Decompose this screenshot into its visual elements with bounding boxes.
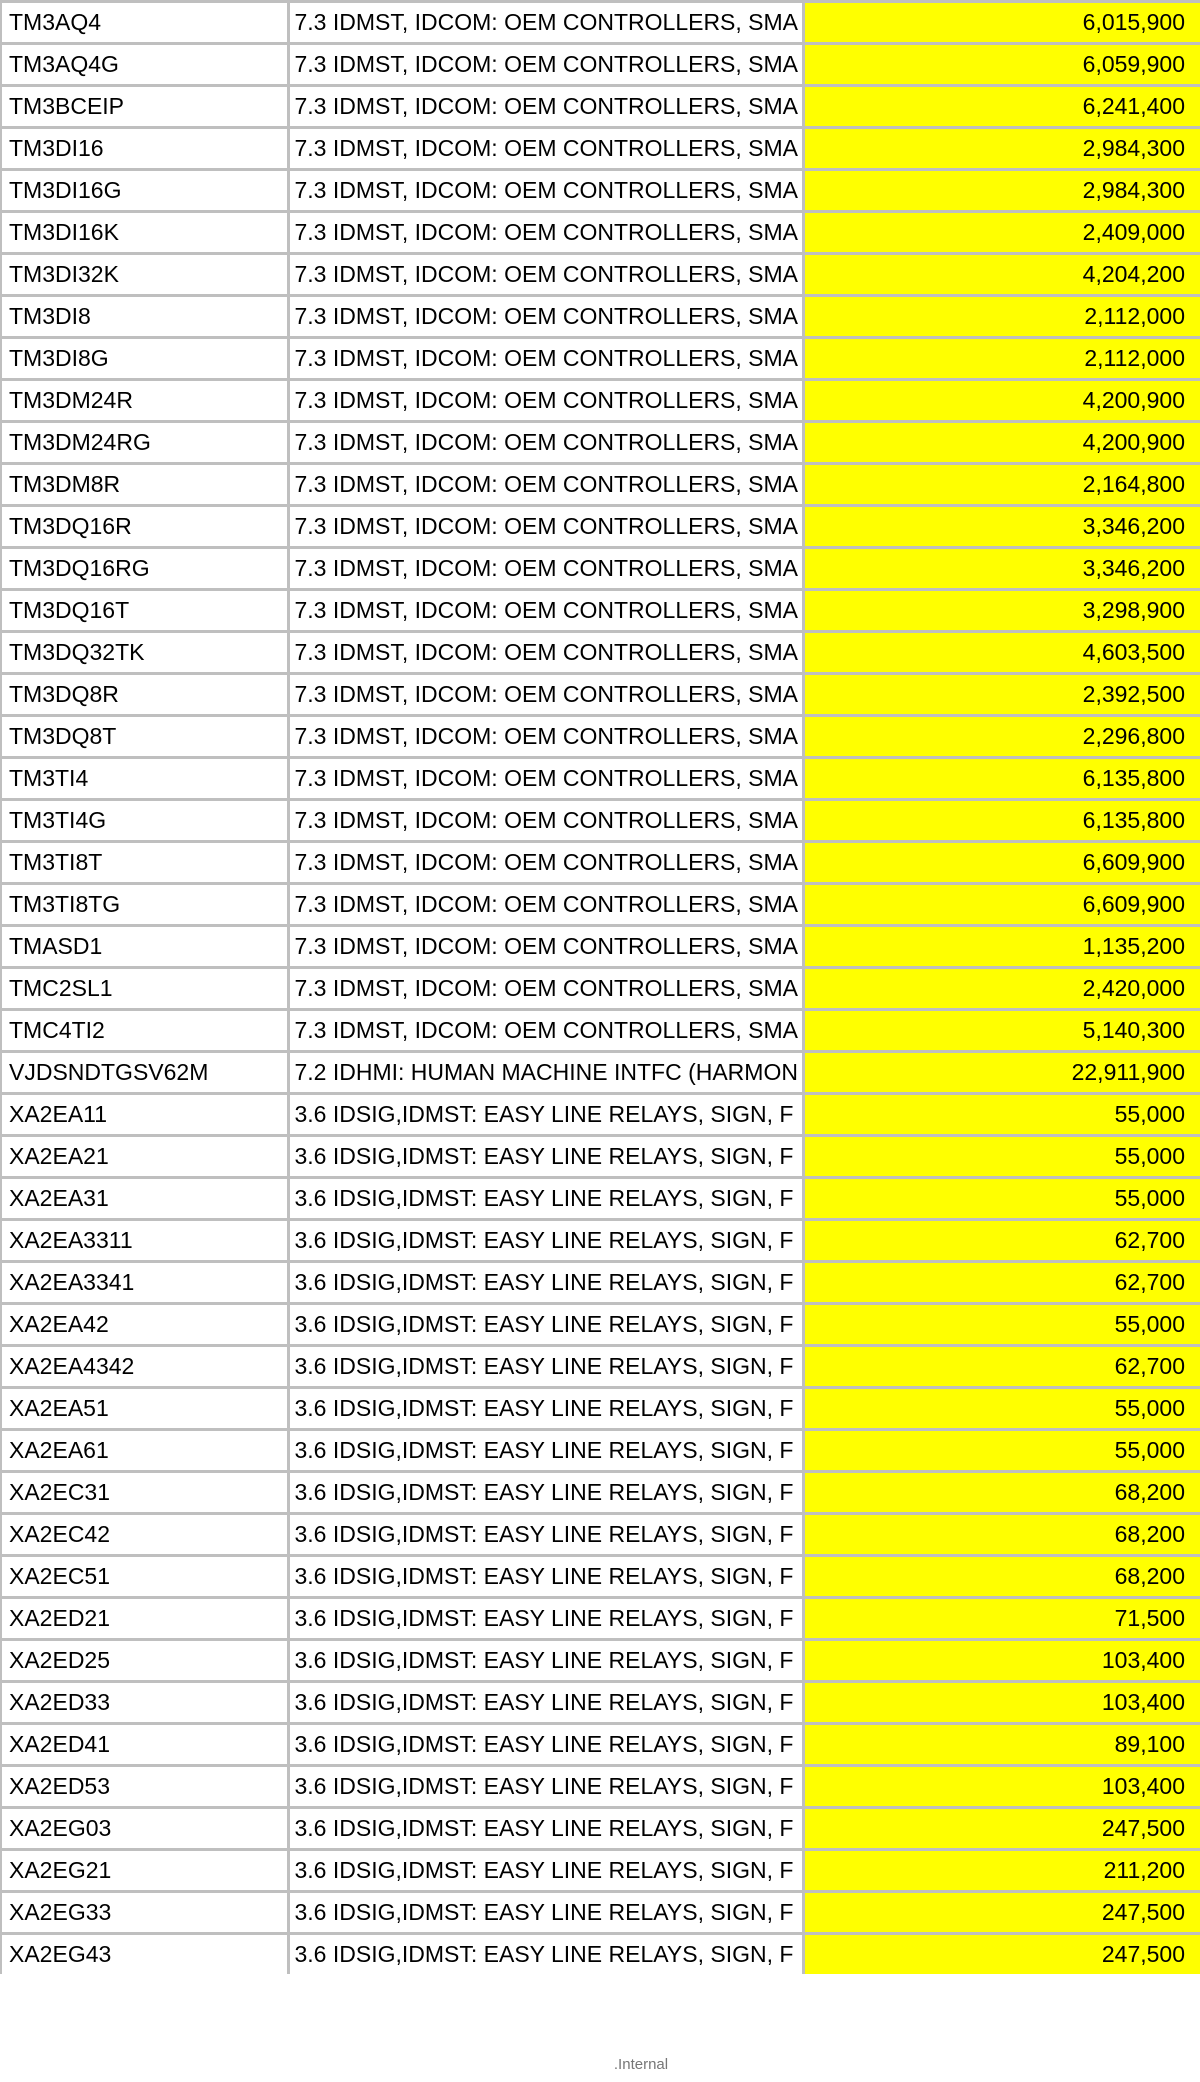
table-row[interactable] <box>1 1808 1200 1850</box>
cell-item-description[interactable]: 3.6 IDSIG,IDMST: EASY LINE RELAYS, SIGN, F <box>288 1094 803 1136</box>
table-row[interactable] <box>1 590 1200 632</box>
cell-item-code[interactable]: TM3TI8TG <box>1 884 288 926</box>
cell-item-price[interactable]: 55,000 <box>803 1136 1200 1178</box>
cell-item-description[interactable]: 3.6 IDSIG,IDMST: EASY LINE RELAYS, SIGN, F <box>288 1724 803 1766</box>
cell-item-code[interactable]: TM3DI32K <box>1 254 288 296</box>
table-row[interactable] <box>1 1346 1200 1388</box>
cell-item-price[interactable]: 4,603,500 <box>803 632 1200 674</box>
cell-item-code[interactable]: XA2EG33 <box>1 1892 288 1934</box>
table-row[interactable] <box>1 464 1200 506</box>
cell-item-code[interactable]: XA2EA61 <box>1 1430 288 1472</box>
cell-item-description[interactable]: 7.3 IDMST, IDCOM: OEM CONTROLLERS, SMA <box>288 128 803 170</box>
cell-item-code[interactable]: TMC2SL1 <box>1 968 288 1010</box>
cell-item-description[interactable]: 7.3 IDMST, IDCOM: OEM CONTROLLERS, SMA <box>288 296 803 338</box>
cell-item-code[interactable]: TM3DI16K <box>1 212 288 254</box>
cell-item-price[interactable]: 4,200,900 <box>803 422 1200 464</box>
cell-item-price[interactable]: 6,241,400 <box>803 86 1200 128</box>
cell-item-price[interactable]: 55,000 <box>803 1178 1200 1220</box>
cell-item-code[interactable]: XA2ED33 <box>1 1682 288 1724</box>
table-row[interactable] <box>1 632 1200 674</box>
cell-item-price[interactable]: 2,296,800 <box>803 716 1200 758</box>
cell-item-code[interactable]: TM3DQ16T <box>1 590 288 632</box>
cell-item-price[interactable]: 6,135,800 <box>803 800 1200 842</box>
table-row[interactable] <box>1 1640 1200 1682</box>
cell-item-price[interactable]: 103,400 <box>803 1766 1200 1808</box>
table-row[interactable] <box>1 1514 1200 1556</box>
cell-item-code[interactable]: TM3TI8T <box>1 842 288 884</box>
table-row[interactable] <box>1 170 1200 212</box>
cell-item-price[interactable]: 2,164,800 <box>803 464 1200 506</box>
cell-item-description[interactable]: 7.3 IDMST, IDCOM: OEM CONTROLLERS, SMA <box>288 632 803 674</box>
table-row[interactable] <box>1 1850 1200 1892</box>
cell-item-description[interactable]: 7.3 IDMST, IDCOM: OEM CONTROLLERS, SMA <box>288 884 803 926</box>
cell-item-code[interactable]: TM3AQ4G <box>1 44 288 86</box>
cell-item-description[interactable]: 3.6 IDSIG,IDMST: EASY LINE RELAYS, SIGN, F <box>288 1850 803 1892</box>
cell-item-price[interactable]: 89,100 <box>803 1724 1200 1766</box>
cell-item-price[interactable]: 103,400 <box>803 1640 1200 1682</box>
cell-item-description[interactable]: 7.3 IDMST, IDCOM: OEM CONTROLLERS, SMA <box>288 380 803 422</box>
cell-item-code[interactable]: TM3TI4G <box>1 800 288 842</box>
cell-item-code[interactable]: TM3DI16 <box>1 128 288 170</box>
cell-item-price[interactable]: 2,392,500 <box>803 674 1200 716</box>
cell-item-description[interactable]: 7.2 IDHMI: HUMAN MACHINE INTFC (HARMON <box>288 1052 803 1094</box>
cell-item-code[interactable]: TM3DQ16R <box>1 506 288 548</box>
cell-item-description[interactable]: 3.6 IDSIG,IDMST: EASY LINE RELAYS, SIGN, F <box>288 1598 803 1640</box>
table-row[interactable] <box>1 1430 1200 1472</box>
cell-item-price[interactable]: 103,400 <box>803 1682 1200 1724</box>
cell-item-code[interactable]: XA2EA42 <box>1 1304 288 1346</box>
table-row[interactable] <box>1 800 1200 842</box>
cell-item-price[interactable]: 5,140,300 <box>803 1010 1200 1052</box>
cell-item-description[interactable]: 3.6 IDSIG,IDMST: EASY LINE RELAYS, SIGN, F <box>288 1178 803 1220</box>
cell-item-price[interactable]: 55,000 <box>803 1094 1200 1136</box>
cell-item-description[interactable]: 3.6 IDSIG,IDMST: EASY LINE RELAYS, SIGN, F <box>288 1808 803 1850</box>
cell-item-price[interactable]: 62,700 <box>803 1220 1200 1262</box>
cell-item-code[interactable]: TM3DQ8T <box>1 716 288 758</box>
cell-item-description[interactable]: 3.6 IDSIG,IDMST: EASY LINE RELAYS, SIGN, F <box>288 1388 803 1430</box>
table-row[interactable] <box>1 1682 1200 1724</box>
cell-item-code[interactable]: XA2EC51 <box>1 1556 288 1598</box>
cell-item-description[interactable]: 7.3 IDMST, IDCOM: OEM CONTROLLERS, SMA <box>288 842 803 884</box>
cell-item-code[interactable]: XA2EA11 <box>1 1094 288 1136</box>
cell-item-description[interactable]: 7.3 IDMST, IDCOM: OEM CONTROLLERS, SMA <box>288 1010 803 1052</box>
cell-item-price[interactable]: 211,200 <box>803 1850 1200 1892</box>
cell-item-price[interactable]: 55,000 <box>803 1430 1200 1472</box>
cell-item-price[interactable]: 4,204,200 <box>803 254 1200 296</box>
table-row[interactable] <box>1 296 1200 338</box>
table-row[interactable] <box>1 506 1200 548</box>
cell-item-code[interactable]: TM3DI16G <box>1 170 288 212</box>
cell-item-description[interactable]: 3.6 IDSIG,IDMST: EASY LINE RELAYS, SIGN, F <box>288 1934 803 1975</box>
cell-item-description[interactable]: 3.6 IDSIG,IDMST: EASY LINE RELAYS, SIGN, F <box>288 1640 803 1682</box>
cell-item-code[interactable]: XA2EA31 <box>1 1178 288 1220</box>
cell-item-price[interactable]: 6,059,900 <box>803 44 1200 86</box>
cell-item-price[interactable]: 6,015,900 <box>803 2 1200 44</box>
table-row[interactable] <box>1 1472 1200 1514</box>
cell-item-code[interactable]: XA2EC31 <box>1 1472 288 1514</box>
cell-item-description[interactable]: 7.3 IDMST, IDCOM: OEM CONTROLLERS, SMA <box>288 44 803 86</box>
cell-item-code[interactable]: VJDSNDTGSV62M <box>1 1052 288 1094</box>
table-row[interactable] <box>1 254 1200 296</box>
table-row[interactable] <box>1 1136 1200 1178</box>
table-row[interactable] <box>1 884 1200 926</box>
table-row[interactable] <box>1 1010 1200 1052</box>
table-row[interactable] <box>1 2 1200 44</box>
cell-item-price[interactable]: 247,500 <box>803 1892 1200 1934</box>
cell-item-description[interactable]: 7.3 IDMST, IDCOM: OEM CONTROLLERS, SMA <box>288 2 803 44</box>
cell-item-price[interactable]: 55,000 <box>803 1388 1200 1430</box>
cell-item-price[interactable]: 2,984,300 <box>803 170 1200 212</box>
table-row[interactable] <box>1 1724 1200 1766</box>
table-row[interactable] <box>1 338 1200 380</box>
cell-item-price[interactable]: 2,112,000 <box>803 338 1200 380</box>
cell-item-code[interactable]: XA2EA51 <box>1 1388 288 1430</box>
cell-item-price[interactable]: 3,346,200 <box>803 506 1200 548</box>
cell-item-description[interactable]: 3.6 IDSIG,IDMST: EASY LINE RELAYS, SIGN, F <box>288 1220 803 1262</box>
cell-item-description[interactable]: 7.3 IDMST, IDCOM: OEM CONTROLLERS, SMA <box>288 506 803 548</box>
cell-item-code[interactable]: TM3DQ16RG <box>1 548 288 590</box>
table-row[interactable] <box>1 44 1200 86</box>
classification-label: .Internal <box>613 2056 669 2073</box>
cell-item-description[interactable]: 7.3 IDMST, IDCOM: OEM CONTROLLERS, SMA <box>288 968 803 1010</box>
cell-item-description[interactable]: 7.3 IDMST, IDCOM: OEM CONTROLLERS, SMA <box>288 926 803 968</box>
cell-item-code[interactable]: XA2EA3341 <box>1 1262 288 1304</box>
cell-item-code[interactable]: XA2ED25 <box>1 1640 288 1682</box>
cell-item-price[interactable]: 6,609,900 <box>803 884 1200 926</box>
cell-item-code[interactable]: XA2EA4342 <box>1 1346 288 1388</box>
cell-item-description[interactable]: 3.6 IDSIG,IDMST: EASY LINE RELAYS, SIGN, F <box>288 1430 803 1472</box>
cell-item-description[interactable]: 7.3 IDMST, IDCOM: OEM CONTROLLERS, SMA <box>288 716 803 758</box>
cell-item-code[interactable]: TMC4TI2 <box>1 1010 288 1052</box>
table-row[interactable] <box>1 1892 1200 1934</box>
cell-item-description[interactable]: 7.3 IDMST, IDCOM: OEM CONTROLLERS, SMA <box>288 212 803 254</box>
cell-item-description[interactable]: 7.3 IDMST, IDCOM: OEM CONTROLLERS, SMA <box>288 548 803 590</box>
table-row[interactable] <box>1 86 1200 128</box>
cell-item-price[interactable]: 2,112,000 <box>803 296 1200 338</box>
table-row[interactable] <box>1 716 1200 758</box>
cell-item-code[interactable]: TM3DM24RG <box>1 422 288 464</box>
table-row[interactable] <box>1 842 1200 884</box>
table-row[interactable] <box>1 1598 1200 1640</box>
cell-item-code[interactable]: XA2EA21 <box>1 1136 288 1178</box>
table-row[interactable] <box>1 674 1200 716</box>
cell-item-code[interactable]: TM3DQ8R <box>1 674 288 716</box>
price-list-body <box>1 2 1200 1975</box>
table-row[interactable] <box>1 1178 1200 1220</box>
cell-item-description[interactable]: 7.3 IDMST, IDCOM: OEM CONTROLLERS, SMA <box>288 254 803 296</box>
table-row[interactable] <box>1 1094 1200 1136</box>
cell-item-description[interactable]: 3.6 IDSIG,IDMST: EASY LINE RELAYS, SIGN, F <box>288 1682 803 1724</box>
table-row[interactable] <box>1 422 1200 464</box>
cell-item-description[interactable]: 3.6 IDSIG,IDMST: EASY LINE RELAYS, SIGN, F <box>288 1766 803 1808</box>
cell-item-code[interactable]: TM3AQ4 <box>1 2 288 44</box>
cell-item-description[interactable]: 3.6 IDSIG,IDMST: EASY LINE RELAYS, SIGN, F <box>288 1514 803 1556</box>
table-row[interactable] <box>1 1262 1200 1304</box>
cell-item-price[interactable]: 68,200 <box>803 1472 1200 1514</box>
cell-item-description[interactable]: 7.3 IDMST, IDCOM: OEM CONTROLLERS, SMA <box>288 800 803 842</box>
table-row[interactable] <box>1 212 1200 254</box>
table-row[interactable] <box>1 1220 1200 1262</box>
cell-item-code[interactable]: TM3DM24R <box>1 380 288 422</box>
table-row[interactable] <box>1 380 1200 422</box>
cell-item-code[interactable]: XA2ED41 <box>1 1724 288 1766</box>
cell-item-price[interactable]: 3,298,900 <box>803 590 1200 632</box>
cell-item-description[interactable]: 7.3 IDMST, IDCOM: OEM CONTROLLERS, SMA <box>288 758 803 800</box>
cell-item-price[interactable]: 6,135,800 <box>803 758 1200 800</box>
table-row[interactable] <box>1 1766 1200 1808</box>
cell-item-description[interactable]: 7.3 IDMST, IDCOM: OEM CONTROLLERS, SMA <box>288 464 803 506</box>
cell-item-price[interactable]: 62,700 <box>803 1346 1200 1388</box>
cell-item-code[interactable]: XA2EG21 <box>1 1850 288 1892</box>
cell-item-price[interactable]: 4,200,900 <box>803 380 1200 422</box>
table-row[interactable] <box>1 548 1200 590</box>
cell-item-code[interactable]: XA2ED21 <box>1 1598 288 1640</box>
cell-item-code[interactable]: TM3DI8G <box>1 338 288 380</box>
cell-item-description[interactable]: 7.3 IDMST, IDCOM: OEM CONTROLLERS, SMA <box>288 170 803 212</box>
table-row[interactable] <box>1 1556 1200 1598</box>
cell-item-code[interactable]: TM3TI4 <box>1 758 288 800</box>
cell-item-price[interactable]: 247,500 <box>803 1934 1200 1975</box>
cell-item-description[interactable]: 7.3 IDMST, IDCOM: OEM CONTROLLERS, SMA <box>288 86 803 128</box>
cell-item-code[interactable]: TM3DM8R <box>1 464 288 506</box>
cell-item-price[interactable]: 2,984,300 <box>803 128 1200 170</box>
cell-item-price[interactable]: 62,700 <box>803 1262 1200 1304</box>
cell-item-price[interactable]: 2,409,000 <box>803 212 1200 254</box>
cell-item-price[interactable]: 3,346,200 <box>803 548 1200 590</box>
cell-item-price[interactable]: 1,135,200 <box>803 926 1200 968</box>
cell-item-description[interactable]: 3.6 IDSIG,IDMST: EASY LINE RELAYS, SIGN, F <box>288 1136 803 1178</box>
table-row[interactable] <box>1 1934 1200 1975</box>
cell-item-description[interactable]: 7.3 IDMST, IDCOM: OEM CONTROLLERS, SMA <box>288 422 803 464</box>
cell-item-description[interactable]: 3.6 IDSIG,IDMST: EASY LINE RELAYS, SIGN, F <box>288 1346 803 1388</box>
table-row[interactable] <box>1 968 1200 1010</box>
table-row[interactable] <box>1 926 1200 968</box>
cell-item-code[interactable]: XA2ED53 <box>1 1766 288 1808</box>
cell-item-price[interactable]: 68,200 <box>803 1514 1200 1556</box>
cell-item-description[interactable]: 7.3 IDMST, IDCOM: OEM CONTROLLERS, SMA <box>288 338 803 380</box>
cell-item-code[interactable]: XA2EG03 <box>1 1808 288 1850</box>
table-row[interactable] <box>1 1304 1200 1346</box>
cell-item-description[interactable]: 3.6 IDSIG,IDMST: EASY LINE RELAYS, SIGN, F <box>288 1892 803 1934</box>
cell-item-description[interactable]: 7.3 IDMST, IDCOM: OEM CONTROLLERS, SMA <box>288 590 803 632</box>
cell-item-description[interactable]: 3.6 IDSIG,IDMST: EASY LINE RELAYS, SIGN, F <box>288 1304 803 1346</box>
cell-item-price[interactable]: 71,500 <box>803 1598 1200 1640</box>
table-row[interactable] <box>1 128 1200 170</box>
cell-item-code[interactable]: TM3BCEIP <box>1 86 288 128</box>
cell-item-price[interactable]: 68,200 <box>803 1556 1200 1598</box>
cell-item-code[interactable]: TM3DQ32TK <box>1 632 288 674</box>
cell-item-price[interactable]: 247,500 <box>803 1808 1200 1850</box>
cell-item-code[interactable]: XA2EG43 <box>1 1934 288 1975</box>
table-row[interactable] <box>1 1052 1200 1094</box>
cell-item-code[interactable]: TM3DI8 <box>1 296 288 338</box>
cell-item-price[interactable]: 22,911,900 <box>803 1052 1200 1094</box>
cell-item-code[interactable]: XA2EC42 <box>1 1514 288 1556</box>
cell-item-code[interactable]: XA2EA3311 <box>1 1220 288 1262</box>
table-row[interactable] <box>1 758 1200 800</box>
cell-item-description[interactable]: 3.6 IDSIG,IDMST: EASY LINE RELAYS, SIGN, F <box>288 1556 803 1598</box>
cell-item-description[interactable]: 3.6 IDSIG,IDMST: EASY LINE RELAYS, SIGN, F <box>288 1472 803 1514</box>
table-row[interactable] <box>1 1388 1200 1430</box>
cell-item-description[interactable]: 3.6 IDSIG,IDMST: EASY LINE RELAYS, SIGN, F <box>288 1262 803 1304</box>
cell-item-price[interactable]: 2,420,000 <box>803 968 1200 1010</box>
cell-item-price[interactable]: 6,609,900 <box>803 842 1200 884</box>
cell-item-code[interactable]: TMASD1 <box>1 926 288 968</box>
cell-item-description[interactable]: 7.3 IDMST, IDCOM: OEM CONTROLLERS, SMA <box>288 674 803 716</box>
cell-item-price[interactable]: 55,000 <box>803 1304 1200 1346</box>
